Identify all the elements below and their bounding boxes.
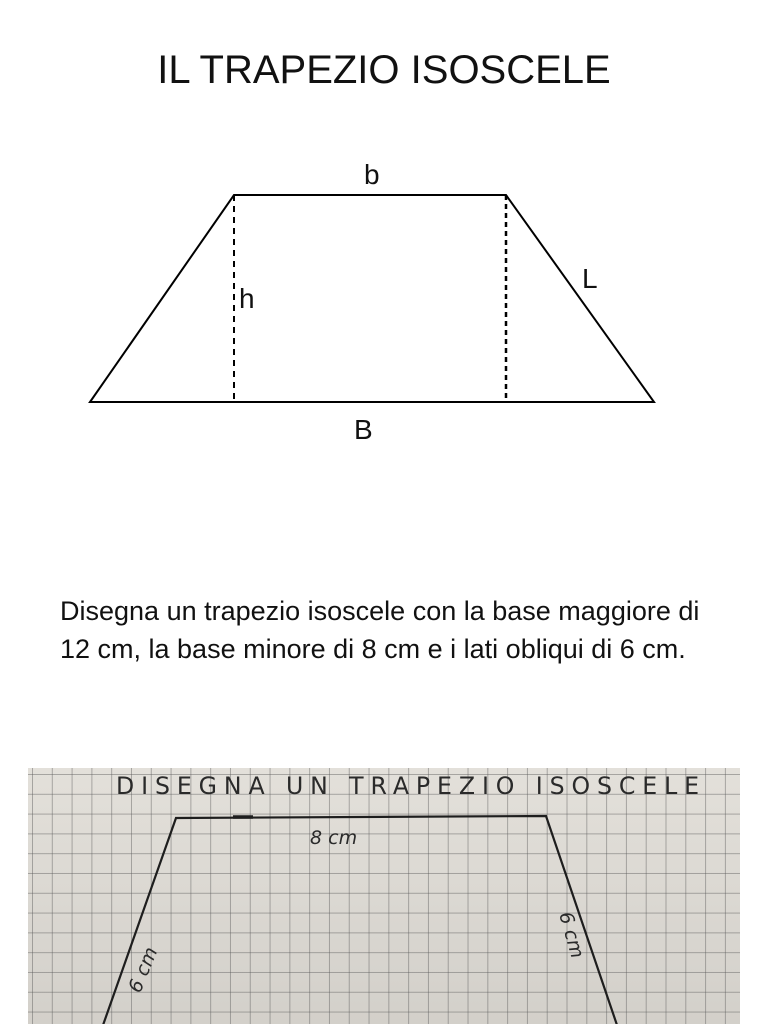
- trapezoid-diagram: [0, 150, 768, 450]
- handwritten-drawing: [28, 768, 740, 1024]
- photo-heading: DISEGNA UN TRAPEZIO ISOSCELE: [116, 772, 706, 800]
- major-base-label: B: [354, 414, 373, 445]
- height-label: h: [239, 283, 255, 314]
- page-title: IL TRAPEZIO ISOSCELE: [157, 48, 611, 92]
- exercise-instructions: Disegna un trapezio isoscele con la base maggiore di 12 cm, la base minore di 8 cm e i lati obliqui di 6 cm.: [60, 596, 700, 664]
- hand-drawn-trapezoid: [102, 816, 618, 1024]
- trapezoid-outline: [90, 195, 654, 402]
- handwritten-grid-photo: [28, 768, 740, 1024]
- photo-minor-base-label: 8 cm: [310, 827, 358, 849]
- photo-left-side-label: 6 cm: [124, 943, 163, 996]
- side-label: L: [582, 263, 598, 294]
- photo-right-side-label: 6 cm: [554, 909, 589, 961]
- minor-base-label: b: [364, 159, 380, 190]
